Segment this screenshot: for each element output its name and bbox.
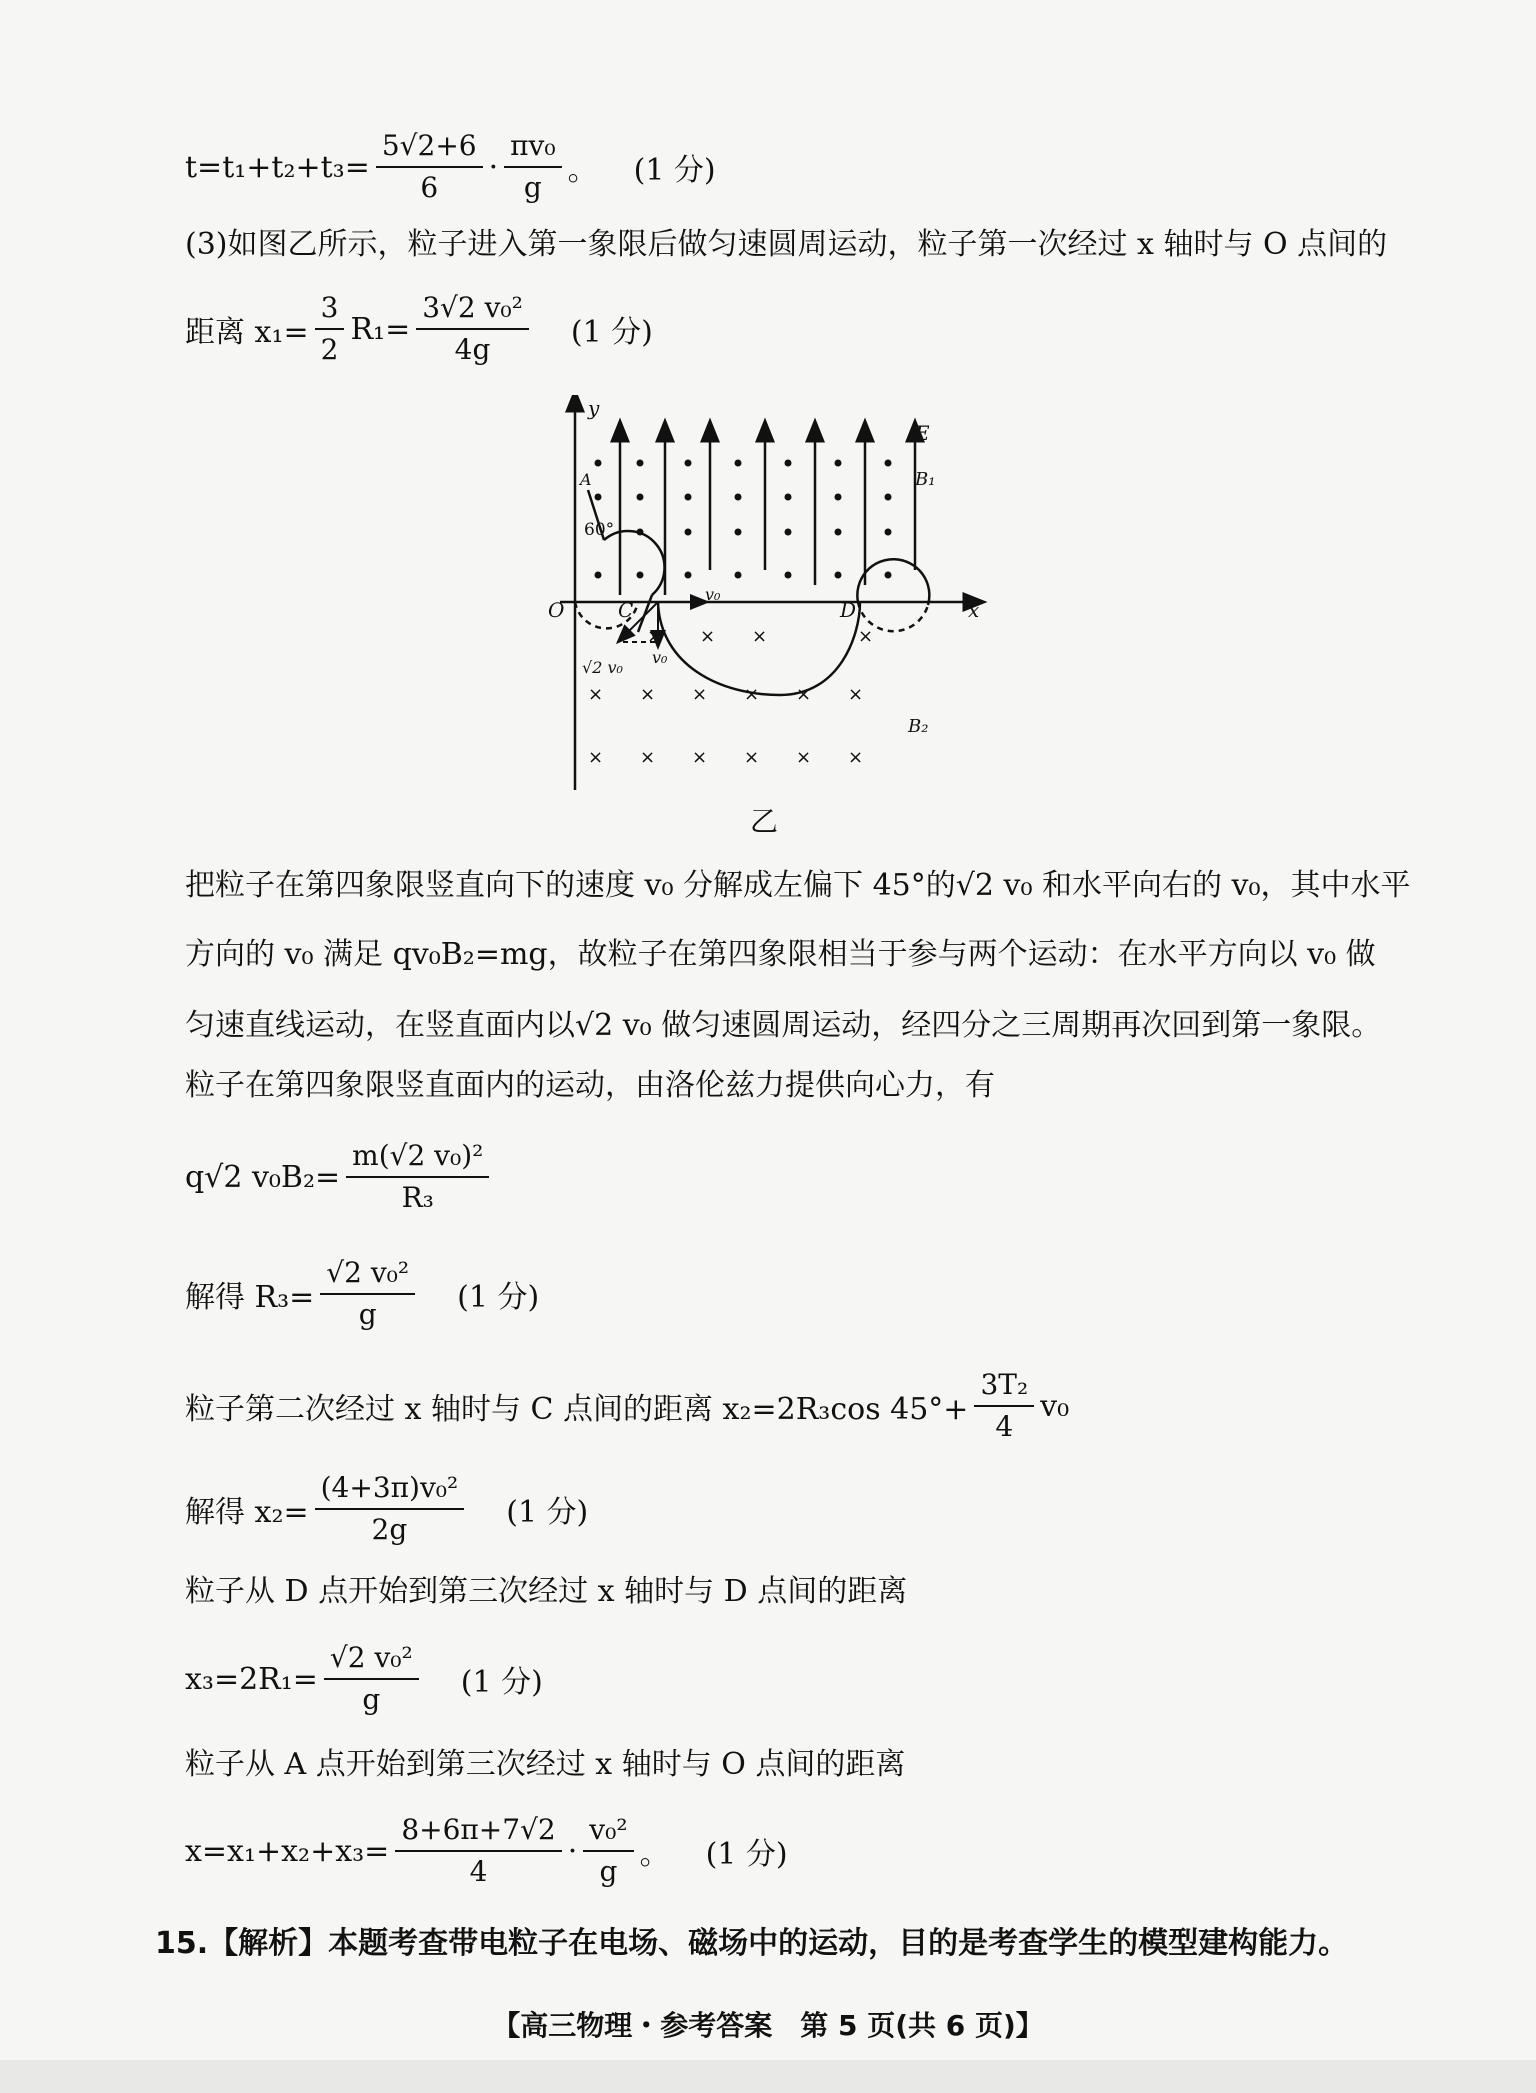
equation-x3: x₃=2R₁= $\frac{\text{√2 v₀²}}{g}$ (1 分) [185, 1641, 543, 1716]
equation-x1: 距离 x₁= $\frac{3}{2}$ R₁= $\frac{\text{3√2 v₀²}}{4g}$ (1 分) [185, 291, 653, 366]
label-C: C [618, 598, 634, 622]
equation-x2-def: 粒子第二次经过 x 轴时与 C 点间的距离 x₂=2R₃cos 45°+ $\frac{\text{3T₂}}{4}$ v₀ [185, 1368, 1070, 1443]
label-sqrt2v0: √2 v₀ [582, 658, 623, 677]
page-footer: 【高三物理・参考答案 第 5 页(共 6 页)】 [492, 2009, 1044, 2042]
equation-x2: 解得 x₂= $\frac{\text{(4+3π)v₀²}}{2g}$ (1 分) [185, 1471, 589, 1546]
label-A: A [580, 470, 592, 489]
score: (1 分) [705, 1837, 788, 1872]
scan-edge [0, 2060, 1536, 2093]
figure-yi-diagram [540, 395, 1010, 795]
paragraph: 粒子在第四象限竖直面内的运动，由洛伦兹力提供向心力，有 [185, 1068, 995, 1103]
equation-total-time: t=t₁+t₂+t₃= $\frac{5√2+6}{6}$ · $\frac{\text{πv₀}}{g}$ 。 (1 分) [185, 129, 716, 204]
score: (1 分) [633, 153, 716, 188]
y-axis-label: y [588, 396, 600, 420]
magnetic-field-crosses [588, 626, 873, 768]
svg-text:×: × [700, 626, 716, 647]
eq1-lhs: t=t₁+t₂+t₃= [185, 149, 370, 185]
svg-text:×: × [692, 747, 708, 768]
paragraph-part3: (3)如图乙所示，粒子进入第一象限后做匀速圆周运动，粒子第一次经过 x 轴时与 O 点间的 [185, 227, 1388, 262]
label-angle: 60° [584, 520, 615, 540]
label-v0-down: v₀ [652, 648, 668, 667]
paragraph: 方向的 v₀ 满足 qv₀B₂=mg，故粒子在第四象限相当于参与两个运动：在水平方向以 v₀ 做 [185, 937, 1376, 972]
svg-text:×: × [848, 684, 864, 705]
svg-text:×: × [752, 626, 768, 647]
score: (1 分) [457, 1280, 540, 1315]
svg-text:×: × [796, 684, 812, 705]
svg-text:×: × [640, 684, 656, 705]
x-axis-label: x [968, 598, 980, 622]
label-B2: B₂ [908, 716, 929, 737]
svg-text:×: × [858, 626, 874, 647]
figure-caption: 乙 [750, 805, 779, 838]
label-v0-right: v₀ [705, 585, 721, 604]
svg-text:×: × [744, 684, 760, 705]
label-E: E [915, 421, 930, 445]
equation-x-total: x=x₁+x₂+x₃= $\frac{8+6\pi+7√2}{4}$ · $\frac{\text{v₀²}}{g}$ 。 (1 分) [185, 1813, 788, 1888]
paragraph: 把粒子在第四象限竖直向下的速度 v₀ 分解成左偏下 45°的√2 v₀ 和水平向右的 v₀，其中水平 [185, 868, 1411, 903]
eq1-fraction2: $\frac{\text{πv₀}}{g}$ [504, 128, 561, 206]
svg-text:×: × [640, 747, 656, 768]
svg-text:×: × [588, 684, 604, 705]
eq1-fraction: $\frac{5√2+6}{6}$ [376, 128, 483, 206]
equation-lorentz: q√2 v₀B₂= $\frac{\text{m(√2 v₀)²}}{\text{R₃}}$ [185, 1138, 495, 1216]
svg-text:×: × [796, 747, 812, 768]
paragraph: 粒子从 D 点开始到第三次经过 x 轴时与 D 点间的距离 [185, 1574, 908, 1609]
svg-text:×: × [848, 747, 864, 768]
svg-text:×: × [692, 684, 708, 705]
equation-R3: 解得 R₃= $\frac{\text{√2 v₀²}}{g}$ (1 分) [185, 1256, 540, 1331]
score: (1 分) [506, 1495, 589, 1530]
paragraph: 匀速直线运动，在竖直面内以√2 v₀ 做匀速圆周运动，经四分之三周期再次回到第一象限。 [185, 1008, 1382, 1043]
label-D: D [840, 598, 857, 622]
question-15-heading: 15.【解析】本题考查带电粒子在电场、磁场中的运动，目的是考查学生的模型建构能力。 [155, 1926, 1349, 1961]
score: (1 分) [570, 315, 653, 350]
label-O: O [548, 598, 565, 622]
svg-text:×: × [647, 626, 663, 647]
paragraph: 粒子从 A 点开始到第三次经过 x 轴时与 O 点间的距离 [185, 1747, 906, 1782]
svg-text:×: × [744, 747, 760, 768]
particle-trajectory [575, 490, 929, 695]
score: (1 分) [460, 1665, 543, 1700]
magnetic-field-dots [595, 460, 892, 579]
svg-text:×: × [588, 747, 604, 768]
label-B1: B₁ [915, 469, 936, 490]
